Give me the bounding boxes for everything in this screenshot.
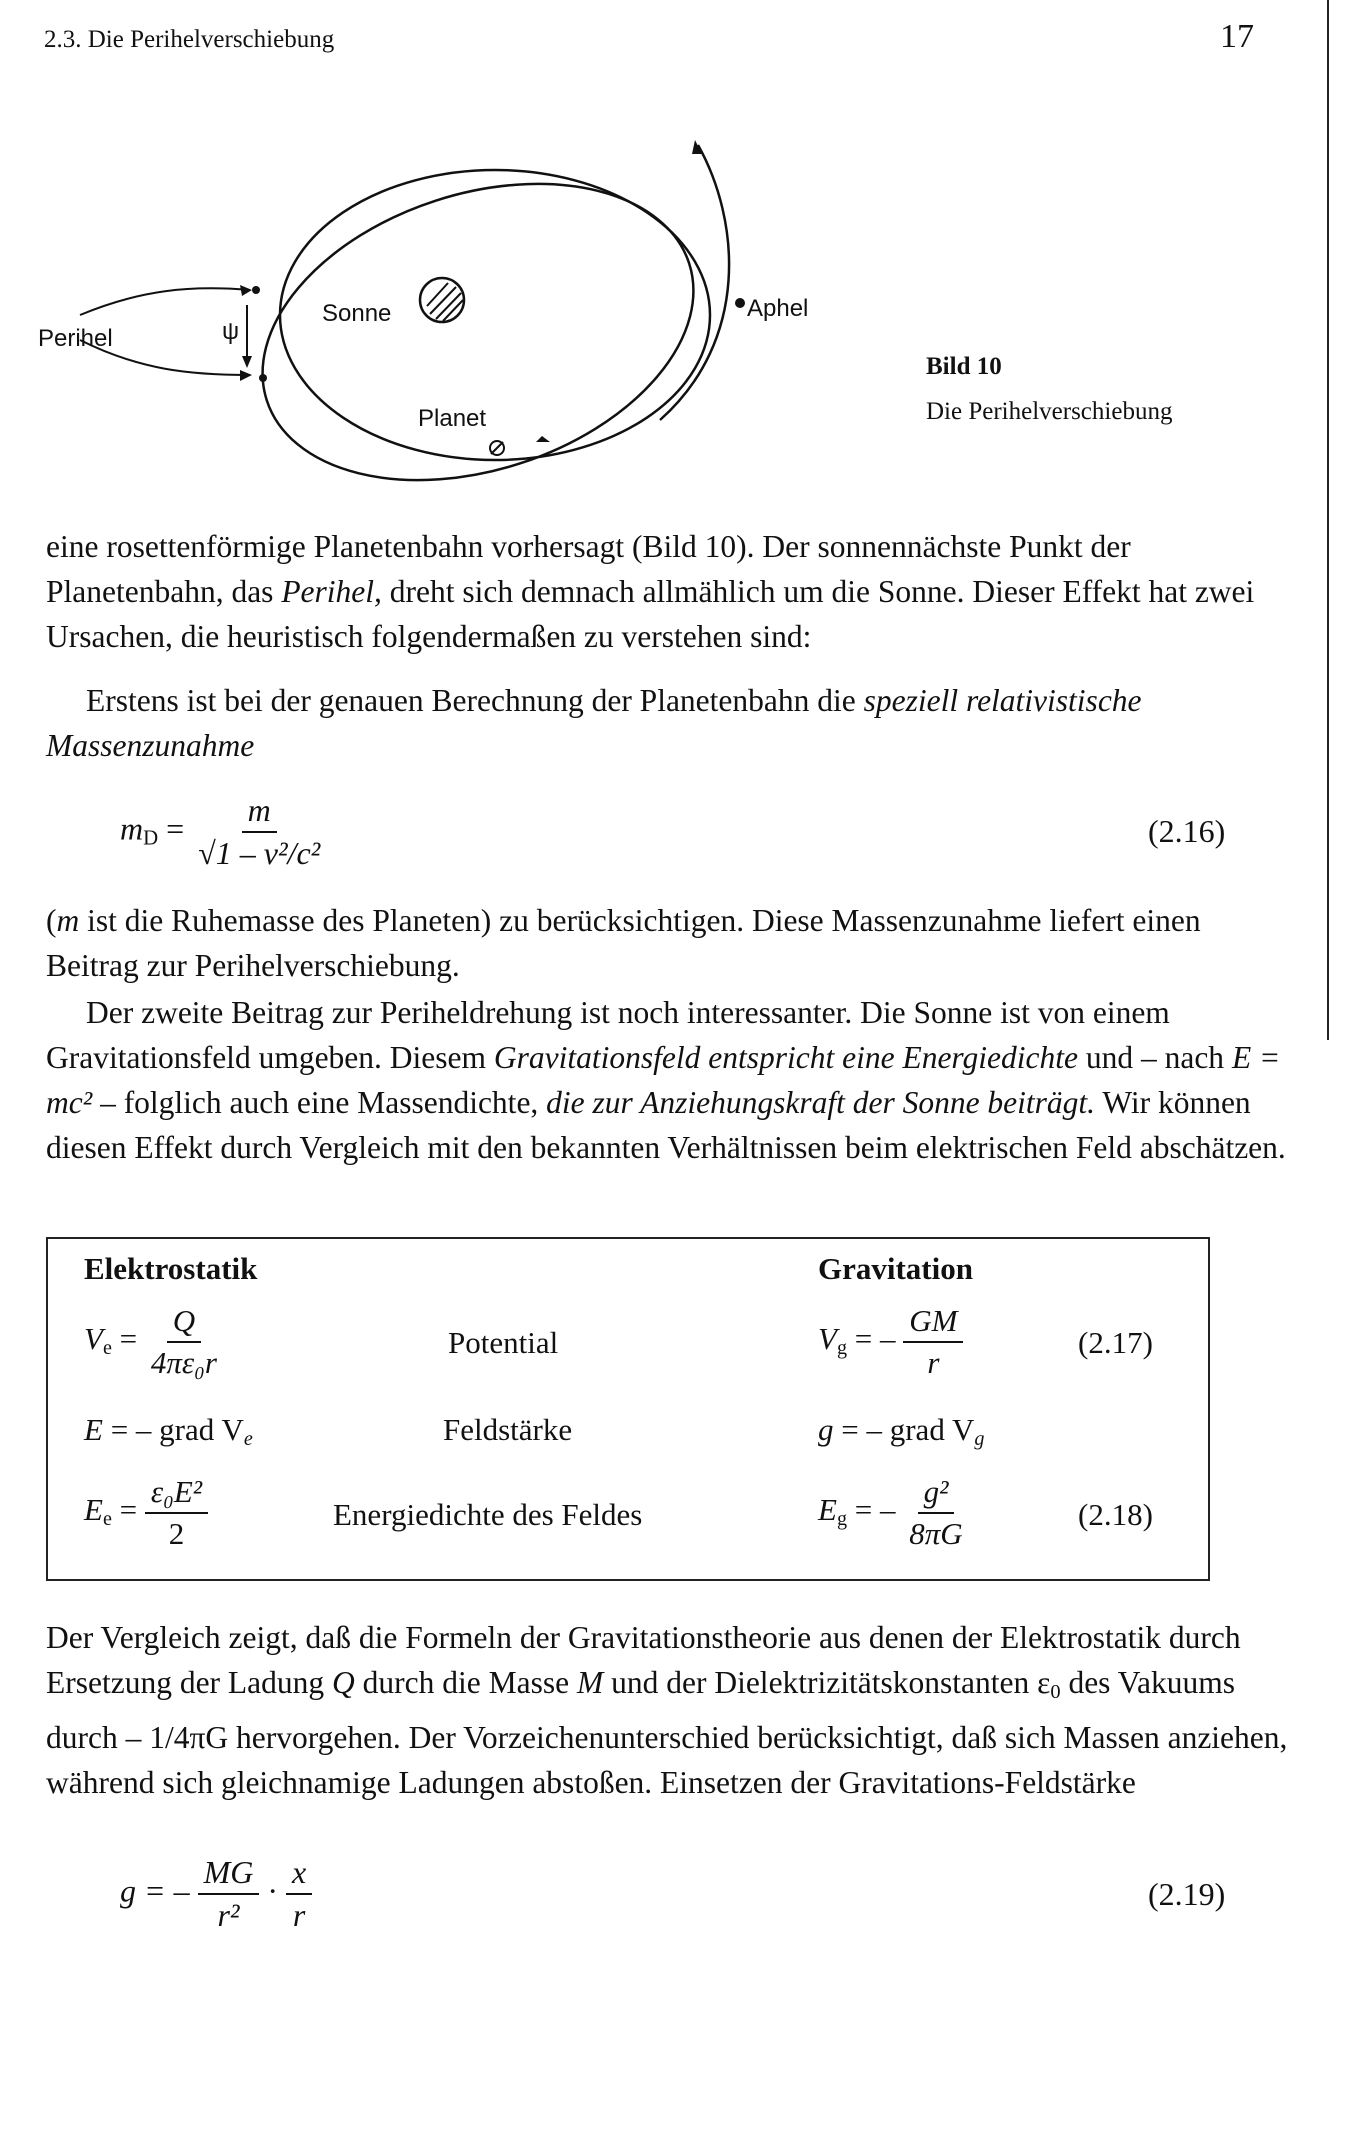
equation-number-2-16: (2.16) — [1148, 813, 1226, 849]
label-psi: ψ — [222, 318, 240, 345]
paragraph-1: eine rosettenförmige Planetenbahn vorhersagt (Bild 10). Der sonnennächste Punkt der Planetenbahn, das Perihel, dreht sich demnach allmählich um die Sonne. Dieser Effekt hat zwei Ursachen, die heuristisch folgendermaßen zu verstehen sind: — [46, 529, 1255, 654]
sun-symbol — [420, 278, 464, 322]
label-perihel: Perihel — [38, 325, 113, 352]
table-row-feldstaerke-label: Feldstärke — [443, 1412, 573, 1447]
equation-2-16: $m_D$ = $\frac{m}{\text{√1 – v²/c²}}$ — [120, 792, 321, 871]
paragraph-2: Erstens ist bei der genauen Berechnung der Planetenbahn die speziell relativistische Massenzunahme — [46, 683, 1142, 763]
table-row-potential-right: $V_g$ = – $\frac{GM}{r}$ — [818, 1303, 963, 1381]
perihel-figure — [30, 140, 870, 490]
equation-number-2-17: (2.17) — [1078, 1325, 1153, 1360]
margin-rule — [1327, 0, 1329, 1040]
equation-number-2-18: (2.18) — [1078, 1497, 1153, 1532]
table-row-feldstaerke-right: g = – grad $V_g$ — [818, 1412, 985, 1451]
figure-caption-title: Bild 10 — [926, 353, 1002, 380]
table-row-potential-left: $V_e$ = $\frac{Q}{\text{4πε₀r}}$ — [84, 1303, 217, 1380]
figure-caption-text: Die Perihelverschiebung — [926, 398, 1173, 425]
orbit-ellipse-2 — [224, 140, 732, 490]
paragraph-4: Der zweite Beitrag zur Periheldrehung ist noch interessanter. Die Sonne ist von einem Gravitationsfeld umgeben. Diesem Gravitationsfeld entspricht eine Energiedichte und – nach E = mc² – folglich auch eine Massendichte, die zur Anziehungskraft der Sonne beiträgt. Wir können diesen Effekt durch Vergleich mit den bekannten Verhältnissen beim elektrischen Feld abschätzen. — [46, 995, 1286, 1165]
label-aphel: Aphel — [747, 295, 809, 322]
aphel-point — [735, 298, 745, 308]
equation-number-2-19: (2.19) — [1148, 1876, 1226, 1912]
perihel-arrow-1 — [80, 288, 250, 315]
running-header: 2.3. Die Perihelverschiebung — [44, 26, 335, 53]
table-row-energiedichte-label: Energiedichte des Feldes — [333, 1497, 643, 1532]
comparison-table — [46, 1237, 1210, 1581]
equation-2-19: g = – $\frac{MG}{\text{r²}}$ · $\frac{x}{r}$ — [120, 1854, 312, 1934]
table-header-elektrostatik: Elektrostatik — [84, 1251, 258, 1286]
label-sonne: Sonne — [322, 300, 392, 327]
table-row-energiedichte-left: $E_e$ = $\frac{\text{ε₀E²}}{2}$ — [84, 1474, 208, 1552]
orbit-arc — [660, 145, 729, 420]
page-number: 17 — [1220, 18, 1254, 55]
table-row-energiedichte-right: $E_g$ = – $\frac{\text{g²}}{8\pi G}$ — [818, 1474, 963, 1551]
table-row-potential-label: Potential — [448, 1325, 559, 1360]
paragraph-3: (m ist die Ruhemasse des Planeten) zu berücksichtigen. Diese Massenzunahme liefert einen Beitrag zur Perihelverschiebung. — [46, 903, 1201, 983]
table-row-feldstaerke-left: E = – grad $V_e$ — [84, 1412, 253, 1451]
label-planet: Planet — [418, 405, 487, 432]
table-header-gravitation: Gravitation — [818, 1251, 973, 1286]
paragraph-5: Der Vergleich zeigt, daß die Formeln der Gravitationstheorie aus denen der Elektrostatik durch Ersetzung der Ladung Q durch die Masse M und der Dielektrizitätskonstanten $\varepsilon_0$ des Vakuums durch – 1/4πG hervorgehen. Der Vorzeichenunterschied berücksichtigt, daß sich Massen anziehen, während sich gleichnamige Ladungen abstoßen. Einsetzen der Gravitations-Feldstärke — [46, 1620, 1288, 1801]
